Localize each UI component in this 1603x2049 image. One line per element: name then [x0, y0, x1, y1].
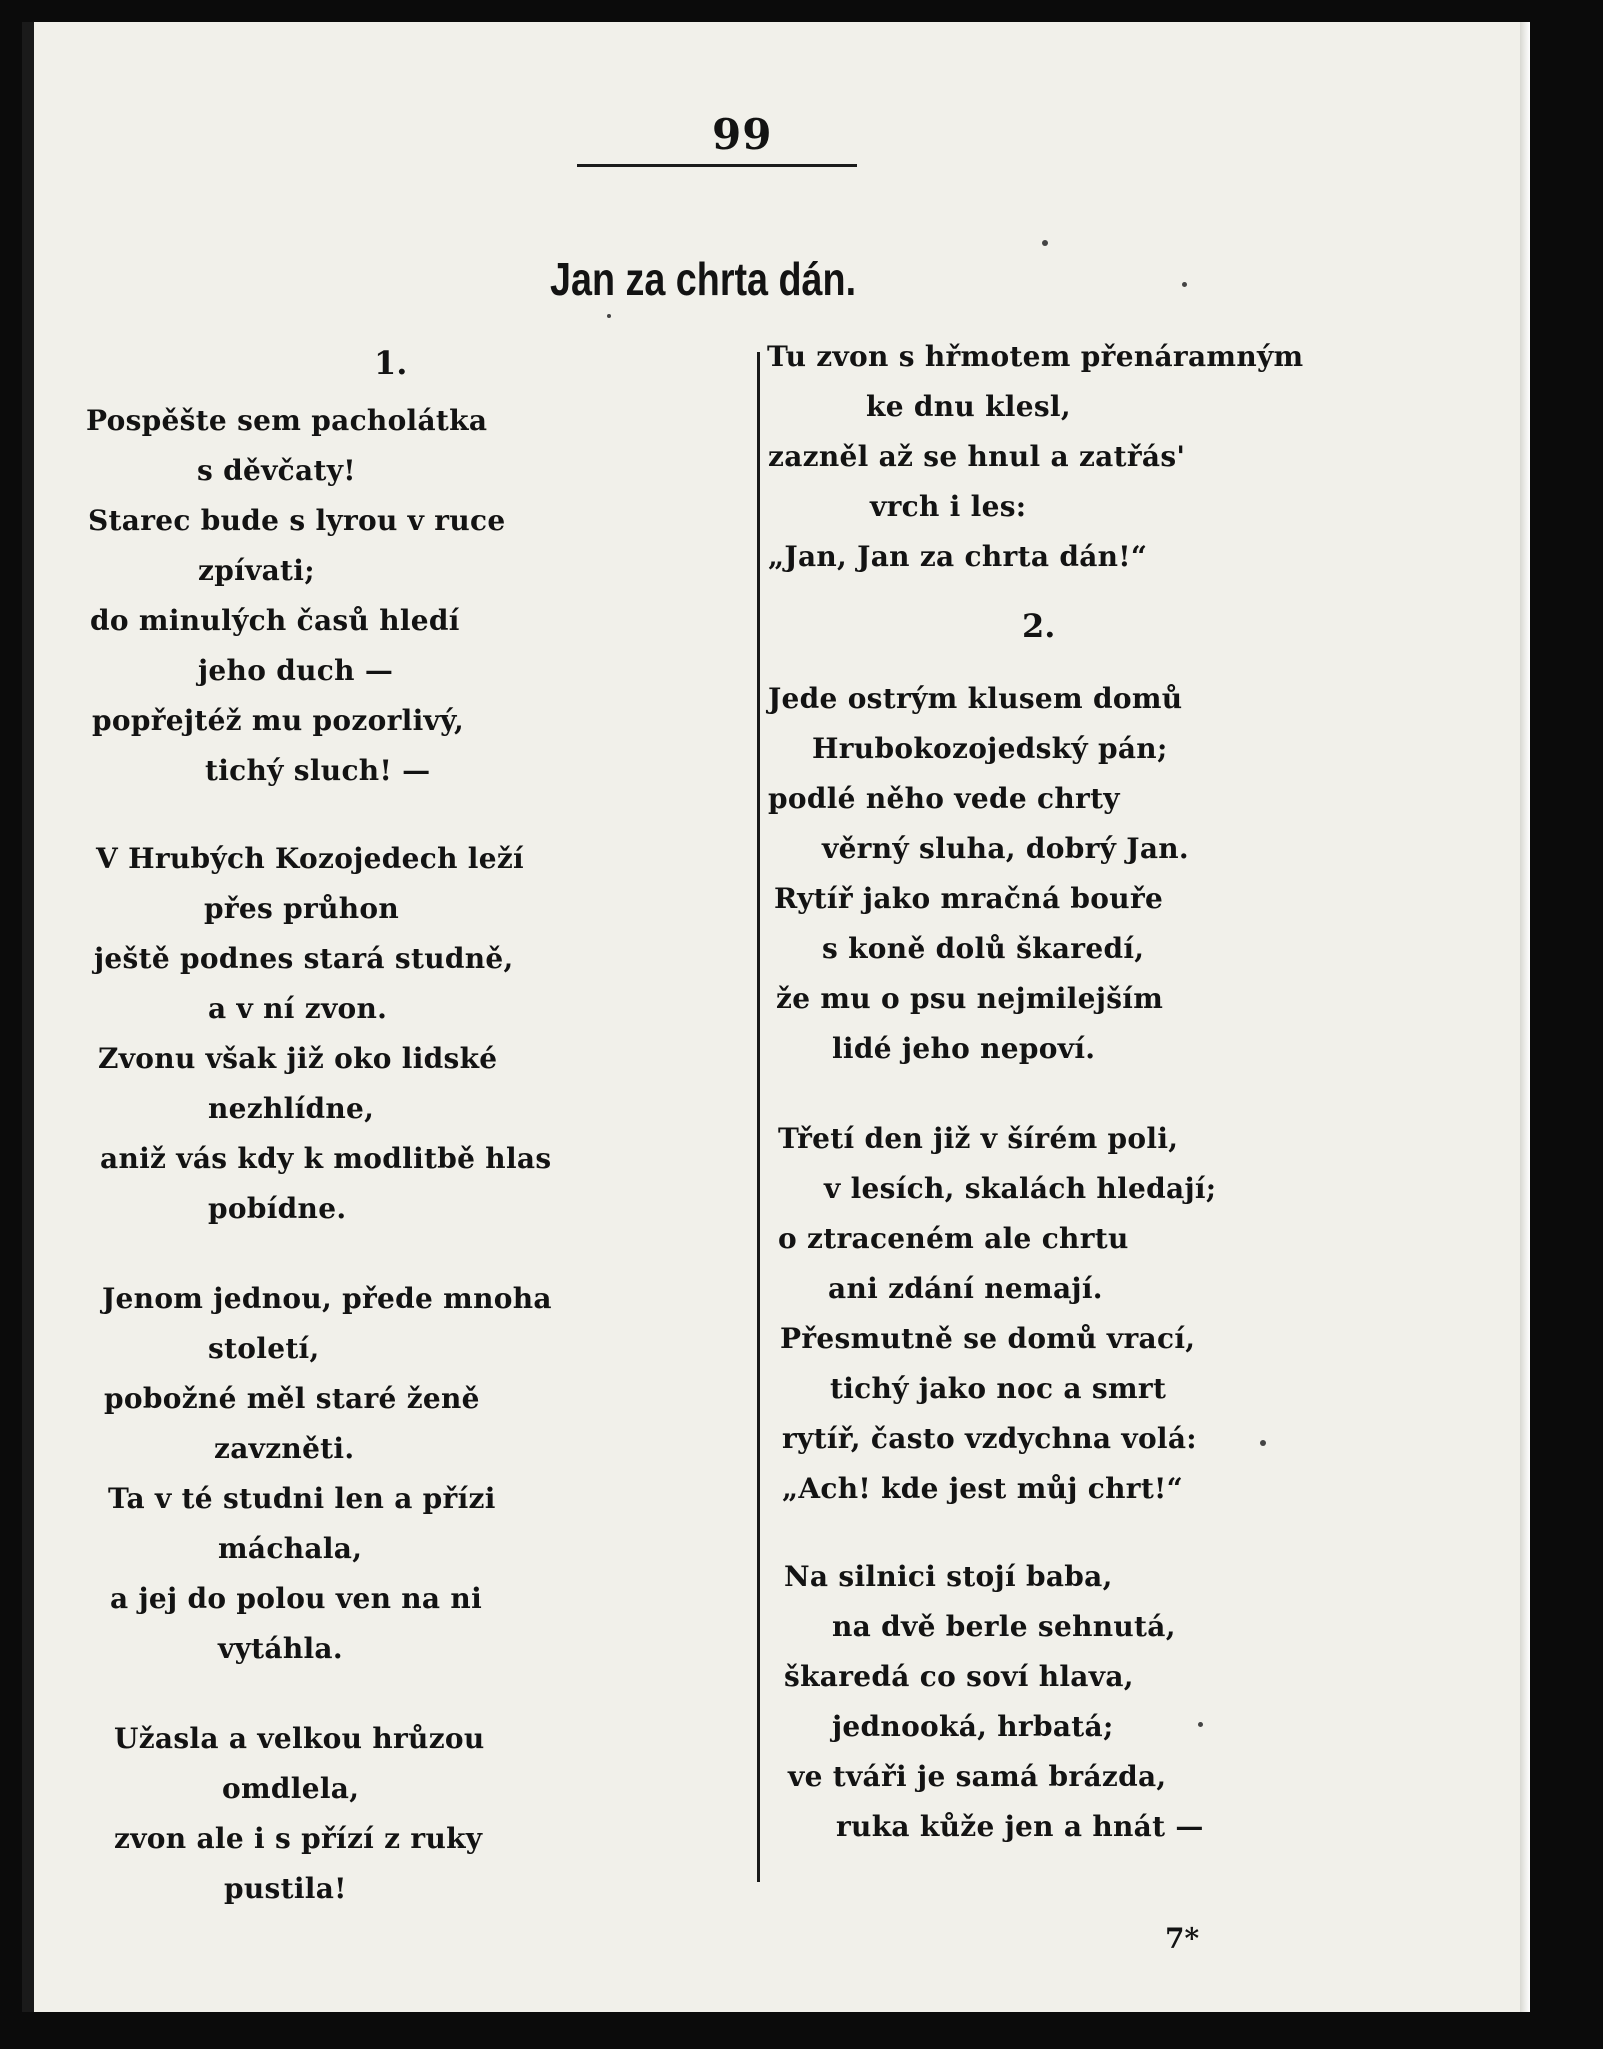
- left-line: ještě podnes stará studně,: [94, 942, 514, 975]
- right-line: podlé něho vede chrty: [768, 782, 1120, 815]
- right-line: jednooká, hrbatá;: [832, 1710, 1114, 1743]
- right-line: lidé jeho nepoví.: [832, 1032, 1096, 1065]
- right-line: v lesích, skalách hledají;: [824, 1172, 1217, 1205]
- left-line: zvon ale i s přízí z ruky: [114, 1822, 483, 1855]
- right-line: ani zdání nemají.: [828, 1272, 1103, 1305]
- right-line: vrch i les:: [870, 490, 1027, 523]
- left-line: jeho duch —: [198, 654, 394, 687]
- section-number-2: 2.: [1022, 607, 1056, 645]
- right-line: Hrubokozojedský pán;: [812, 732, 1168, 765]
- scanned-page: [22, 22, 1530, 2012]
- poem-title: Jan za chrta dán.: [550, 253, 857, 305]
- left-line: přes průhon: [204, 892, 400, 925]
- signature-mark: 7*: [1165, 1922, 1200, 1955]
- scan-speck: [607, 314, 611, 318]
- left-line: Zvonu však již oko lidské: [98, 1042, 498, 1075]
- left-line: nezhlídne,: [208, 1092, 375, 1125]
- right-line: ruka kůže jen a hnát —: [836, 1810, 1204, 1843]
- right-line: škaredá co soví hlava,: [784, 1660, 1134, 1693]
- scan-speck: [1182, 282, 1187, 287]
- left-line: do minulých časů hledí: [90, 604, 460, 637]
- left-line: století,: [208, 1332, 320, 1365]
- left-line: a jej do polou ven na ni: [110, 1582, 483, 1615]
- right-line: ke dnu klesl,: [866, 390, 1071, 423]
- column-divider: [757, 352, 760, 1882]
- section-number-1: 1.: [374, 344, 408, 382]
- scan-edge-left: [22, 22, 34, 2012]
- right-line: s koně dolů škaredí,: [822, 932, 1145, 965]
- right-line: že mu o psu nejmilejším: [776, 982, 1164, 1015]
- scan-speck: [1198, 1722, 1203, 1727]
- left-line: Starec bude s lyrou v ruce: [88, 504, 506, 537]
- left-line: Užasla a velkou hrůzou: [114, 1722, 485, 1755]
- left-line: pobožné měl staré ženě: [104, 1382, 480, 1415]
- left-line: zavzněti.: [214, 1432, 355, 1465]
- left-line: popřejtéž mu pozorlivý,: [92, 704, 465, 737]
- right-line: věrný sluha, dobrý Jan.: [822, 832, 1189, 865]
- left-line: aniž vás kdy k modlitbě hlas: [100, 1142, 552, 1175]
- left-line: a v ní zvon.: [208, 992, 388, 1025]
- left-line: Pospěšte sem pacholátka: [86, 404, 488, 437]
- right-line: Jede ostrým klusem domů: [768, 682, 1183, 715]
- right-line: Rytíř jako mračná bouře: [774, 882, 1164, 915]
- left-line: s děvčaty!: [197, 454, 356, 487]
- right-line: „Jan, Jan za chrta dán!“: [768, 540, 1148, 573]
- left-line: Jenom jednou, přede mnoha: [102, 1282, 552, 1315]
- right-line: zazněl až se hnul a zatřás': [768, 440, 1186, 473]
- left-line: V Hrubých Kozojedech leží: [96, 842, 524, 875]
- right-line: Tu zvon s hřmotem přenáramným: [767, 340, 1304, 373]
- page-number-rule: [577, 164, 857, 167]
- scan-speck: [1042, 240, 1048, 246]
- right-line: tichý jako noc a smrt: [830, 1372, 1167, 1405]
- left-line: tichý sluch! —: [205, 754, 431, 787]
- left-line: Ta v té studni len a přízi: [108, 1482, 496, 1515]
- left-line: vytáhla.: [218, 1632, 343, 1665]
- right-line: Přesmutně se domů vrací,: [780, 1322, 1196, 1355]
- right-line: na dvě berle sehnutá,: [832, 1610, 1176, 1643]
- left-line: máchala,: [218, 1532, 363, 1565]
- left-line: zpívati;: [198, 554, 315, 587]
- right-line: o ztraceném ale chrtu: [778, 1222, 1129, 1255]
- page-number: 99: [712, 110, 773, 159]
- left-line: omdlela,: [222, 1772, 360, 1805]
- scan-edge-right: [1520, 22, 1530, 2012]
- right-line: rytíř, často vzdychna volá:: [782, 1422, 1197, 1455]
- left-line: pobídne.: [208, 1192, 347, 1225]
- right-line: Na silnici stojí baba,: [784, 1560, 1113, 1593]
- scan-speck: [1260, 1440, 1266, 1446]
- right-line: ve tváři je samá brázda,: [788, 1760, 1167, 1793]
- left-line: pustila!: [224, 1872, 347, 1905]
- right-line: „Ach! kde jest můj chrt!“: [782, 1472, 1184, 1505]
- right-line: Třetí den již v šírém poli,: [778, 1122, 1179, 1155]
